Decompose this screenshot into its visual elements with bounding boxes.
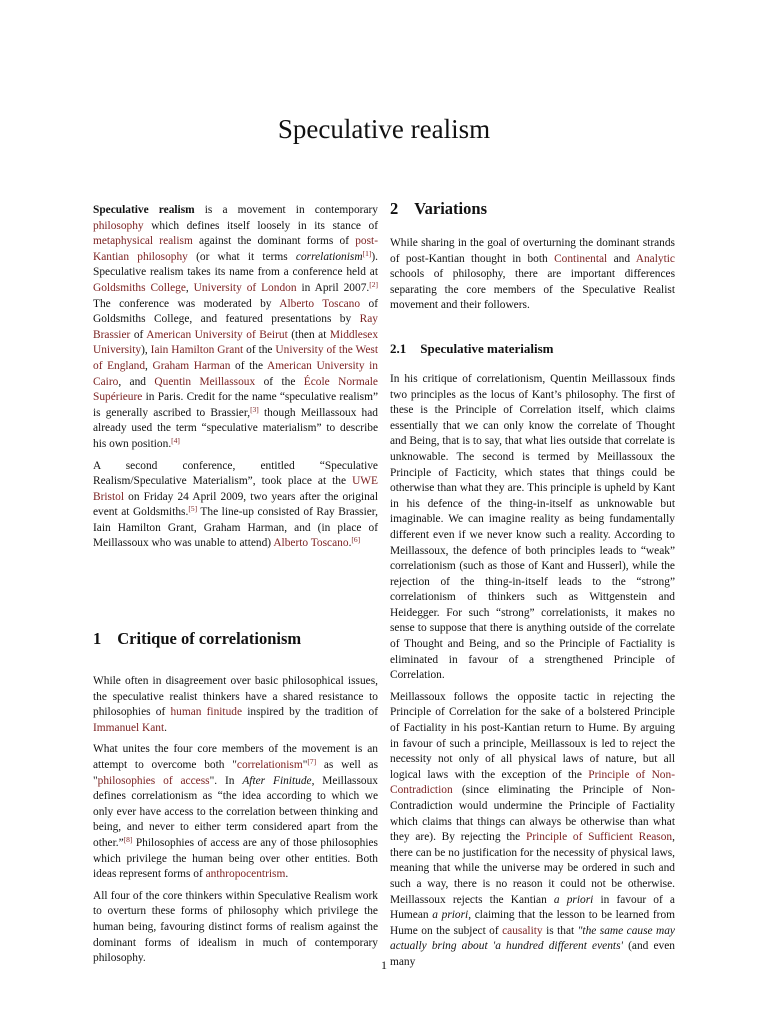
- text-run: inspired by the tradition of: [242, 706, 379, 719]
- text-run: The line-up consisted of Ray Brassier, Iain Hamilton Grant, Graham Harman, and (in place of Meillassoux who was unable to attend): [93, 506, 378, 550]
- text-run: which defines itself loosely in its stance of: [143, 219, 378, 232]
- text-run: While often in disagreement over basic philosophical issues, the speculative realist thinkers have a shared resistance to philosophies of: [93, 675, 378, 719]
- link-immanuel-kant[interactable]: Immanuel Kant: [93, 721, 165, 734]
- text-run: in April 2007.: [296, 281, 370, 294]
- citation-2[interactable]: [2]: [369, 279, 378, 289]
- text-run: .: [348, 537, 352, 550]
- text-run: The conference was moderated by: [93, 297, 280, 310]
- link-university-west-of-england[interactable]: University of the West of England: [93, 344, 378, 372]
- link-uwe-bristol[interactable]: UWE Bristol: [93, 475, 378, 503]
- link-alberto-toscano[interactable]: Alberto Toscano: [279, 297, 361, 310]
- text-run: of Goldsmiths College, and featured presentations by: [93, 297, 378, 326]
- link-analytic[interactable]: Analytic: [635, 252, 675, 265]
- citation-5[interactable]: [5]: [188, 504, 198, 514]
- critique-paragraph-1: [93, 674, 378, 736]
- text-run: is a movement in contemporary: [194, 204, 378, 216]
- emphasis-after-finitude: After Finitude: [242, 774, 312, 787]
- link-american-university-of-beirut[interactable]: American University of Beirut: [146, 328, 288, 341]
- link-principle-of-sufficient-reason[interactable]: Principle of Sufficient Reason: [526, 831, 673, 844]
- page-number: 1: [381, 958, 387, 972]
- emphasis-hume-quote: "the same cause may actually bring about 'a hundred different events': [390, 924, 675, 953]
- lead-term: Speculative realism: [93, 204, 195, 216]
- link-philosophy[interactable]: philosophy: [93, 219, 144, 232]
- text-run: (or what it terms: [187, 250, 296, 263]
- subsection-heading-speculative-materialism: [390, 340, 675, 358]
- section-number: 1: [93, 629, 102, 649]
- link-anthropocentrism[interactable]: anthropocentrism: [205, 868, 286, 881]
- text-run: of: [130, 328, 147, 341]
- link-correlationism[interactable]: correlationism: [236, 759, 303, 772]
- variations-paragraph: [390, 236, 675, 314]
- text-run: is that: [542, 924, 578, 937]
- citation-6[interactable]: [6]: [351, 535, 361, 545]
- text-run: (since eliminating the Principle of Non-Contradiction would undermine the Principle of Factiality which claims that things can always be otherwise than what they are). By rejecting the: [390, 784, 675, 844]
- critique-paragraph-2: [93, 742, 378, 882]
- materialism-paragraph-1: In his critique of correlationism, Quentin Meillassoux finds two principles as the locus of Kant’s philosophy. The first of these is the Principle of Correlation itself, which claims essentially that we can only know the correlate of Thought and Being, that is to say, that what lies outside that correlate is unknowable. The second is termed by Meillassoux the Principle of Facticity, which states that things could be otherwise than what they are. This principle is upheld by Kant in his defence of the thing-in-itself as unknowable but imaginable. We can imagine reality as being fundamentally different even if we never know such a reality. According to Meillassoux, the defence of both principles leads to “weak” correlationism (such as those of Kant and Husserl), while the rejection of the thing-in-itself leads to the “strong” correlationism of thinkers such as Wittgenstein and Heidegger. For such “strong” correlationists, it makes no sense to suppose that there is anything outside of the correlate of Thought and Being, and so the Principle of Factiality is eliminated in favour of a strengthened Principle of Correlation.: [390, 372, 675, 682]
- text-run: (and even many: [390, 940, 675, 968]
- text-run: schools of philosophy, there are important differences separating the core members of the Speculative Realist movement and their followers.: [390, 268, 675, 312]
- citation-1[interactable]: [1]: [362, 248, 372, 258]
- text-run: as well as ": [93, 759, 378, 787]
- text-run: in favour of a Humean: [390, 893, 675, 922]
- text-run: of the: [230, 359, 267, 372]
- text-run: .: [164, 721, 168, 734]
- text-run: though Meillassoux had already used the term “speculative materialism” to describe his own position.: [93, 406, 378, 450]
- section-number: 2: [390, 199, 399, 218]
- left-column: [93, 203, 378, 973]
- text-run: , claiming that the lesson to be learned from Hume on the subject of: [390, 909, 675, 937]
- text-run: Philosophies of access are any of those philosophies which privilege the human being over other entities. Both ideas represent forms of: [93, 837, 378, 881]
- text-run: in Paris. Credit for the name “speculative realism” is generally ascribed to Brassier,: [93, 391, 378, 419]
- link-philosophies-of-access[interactable]: philosophies of access: [97, 774, 210, 787]
- citation-3[interactable]: [3]: [250, 404, 259, 414]
- text-run: ". In: [209, 774, 243, 787]
- text-run: and: [607, 252, 636, 265]
- text-run: ,: [185, 281, 194, 294]
- citation-4[interactable]: [4]: [171, 435, 180, 445]
- intro-paragraph: [93, 203, 378, 453]
- text-run: What unites the four core members of the movement is an attempt to overcome both ": [93, 743, 378, 772]
- text-run: Meillassoux follows the opposite tactic in rejecting the Principle of Correlation for the sake of a bolstered Principle of Factiality in his post-Kantian return to Hume. By arguing in favour of such a principle, Meillassoux is led to reject the necessity not only of all physical laws of nature, but all logical laws with the exception of the: [390, 690, 675, 781]
- text-run: against the dominant forms of: [192, 235, 356, 248]
- right-column: [390, 198, 675, 977]
- text-run: , Meillassoux defines correlationism as “the idea according to which we only ever have access to the correlation between thinking and being, and never to either term considered apart from the other.”: [93, 774, 378, 849]
- text-run: , there can be no justification for the necessity of physical laws, meaning that while the universe may be ordered in such and such a way, there is no reason it could not be otherwise. Meillassoux rejects the Kantian: [390, 831, 675, 906]
- section-heading-variations: [390, 198, 675, 220]
- link-quentin-meillassoux[interactable]: Quentin Meillassoux: [154, 375, 256, 388]
- materialism-paragraph-2: [390, 690, 675, 971]
- link-alberto-toscano-2[interactable]: Alberto Toscano: [273, 537, 349, 550]
- subsection-title: Speculative materialism: [420, 340, 554, 356]
- critique-paragraph-3: All four of the core thinkers within Speculative Realism work to overturn these forms of philosophy which privilege the human being, favouring distinct forms of realism against the dominant forms of idealism in much of contemporary philosophy.: [93, 889, 378, 965]
- link-university-of-london[interactable]: University of London: [193, 281, 297, 294]
- link-goldsmiths-college[interactable]: Goldsmiths College: [93, 281, 186, 294]
- link-ecole-normale-superieure[interactable]: École Normale Supérieure: [93, 375, 378, 404]
- text-run: ,: [145, 359, 153, 372]
- link-continental[interactable]: Continental: [554, 252, 608, 265]
- link-metaphysical-realism[interactable]: metaphysical realism: [93, 235, 193, 248]
- text-run: A second conference, entitled “Speculative Realism/Speculative Materialism”, took place at the: [93, 459, 378, 488]
- link-ray-brassier[interactable]: Ray Brassier: [93, 313, 378, 341]
- subsection-number: 2.1: [390, 340, 407, 356]
- section-heading-critique: [93, 628, 378, 650]
- link-american-university-in-cairo[interactable]: American University in Cairo: [93, 359, 378, 388]
- link-causality[interactable]: causality: [502, 924, 543, 937]
- link-post-kantian-philosophy[interactable]: post-Kantian philosophy: [93, 235, 378, 263]
- page-title: Speculative realism: [277, 114, 491, 144]
- section-title: Critique of correlationism: [117, 629, 302, 649]
- citation-8[interactable]: [8]: [123, 835, 133, 844]
- link-middlesex-university[interactable]: Middlesex University: [93, 328, 379, 357]
- text-run: (then at: [287, 328, 330, 341]
- link-iain-hamilton-grant[interactable]: Iain Hamilton Grant: [150, 344, 244, 357]
- emphasis-correlationism: correlationism: [295, 250, 363, 263]
- section-title: Variations: [414, 199, 487, 218]
- text-run: on Friday 24 April 2009, two years after the original event at Goldsmiths.: [93, 490, 378, 519]
- text-run: of the: [243, 344, 276, 357]
- link-principle-of-non-contradiction[interactable]: Principle of Non-Contradiction: [390, 768, 675, 797]
- text-run: of the: [255, 375, 304, 388]
- text-run: ),: [141, 344, 151, 357]
- text-run: While sharing in the goal of overturning the dominant strands of post-Kantian thought in both: [390, 237, 675, 265]
- link-graham-harman[interactable]: Graham Harman: [152, 359, 231, 372]
- emphasis-a-priori: a priori: [553, 893, 594, 906]
- text-run: ": [302, 759, 308, 772]
- citation-7[interactable]: [7]: [307, 757, 317, 767]
- link-human-finitude[interactable]: human finitude: [170, 706, 243, 719]
- text-run: .: [285, 868, 289, 881]
- emphasis-a-priori-humean: a priori: [432, 909, 469, 922]
- text-run: ). Speculative realism takes its name from a conference held at: [93, 250, 378, 279]
- second-conference-paragraph: [93, 459, 378, 553]
- text-run: , and: [118, 375, 155, 388]
